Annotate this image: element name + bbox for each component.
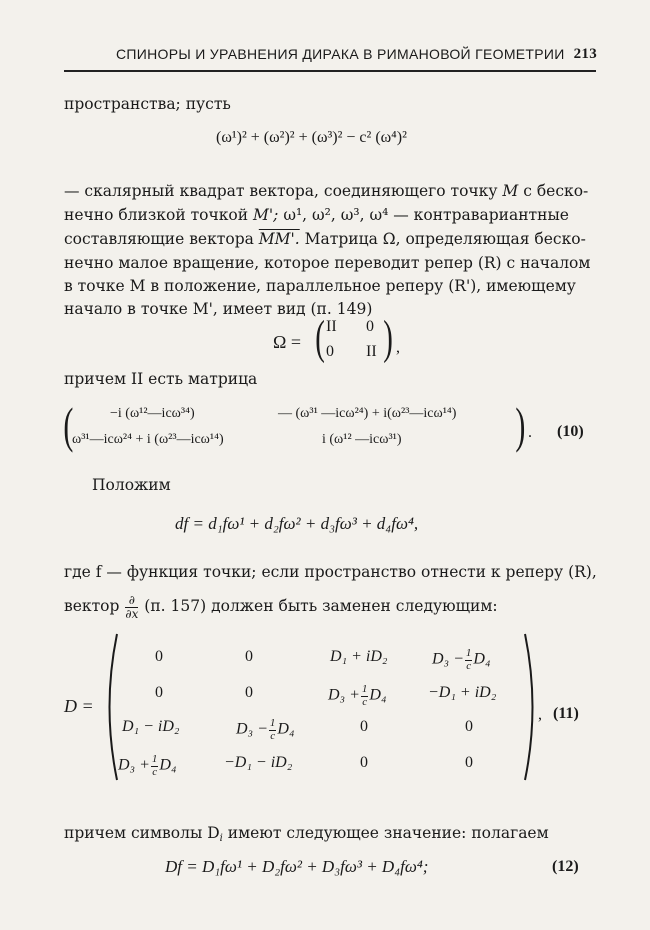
text-line: составляющие вектора MM'. Матрица Ω, определяющая беско- — [64, 230, 586, 248]
text-line: нечно близкой точкой M'; ω¹, ω², ω³, ω⁴ — контравариантные — [64, 206, 569, 224]
text-line: нечно малое вращение, которое переводит репер (R) с началом — [64, 254, 591, 272]
left-paren — [100, 632, 120, 782]
running-head-title: СПИНОРЫ И УРАВНЕНИЯ ДИРАКА В РИМАНОВОЙ ГЕОМЕТРИИ — [116, 46, 565, 62]
text-line: где f — функция точки; если пространство отнести к реперу (R), — [64, 563, 597, 581]
text-line: — скалярный квадрат вектора, соединяющего точку M с беско- — [64, 182, 589, 200]
matrix-cell: D₁ + iD₂ — [330, 648, 388, 665]
matrix-cell: i (ω¹² —icω³¹) — [322, 432, 402, 447]
matrix-cell: 0 — [465, 718, 473, 735]
matrix-cell: −i (ω¹²—icω³⁴) — [110, 406, 195, 421]
matrix-cell: II — [326, 318, 337, 335]
text-line: пространства; пусть — [64, 95, 231, 113]
equation-number: (12) — [552, 858, 579, 875]
matrix-cell: −D₁ − iD₂ — [224, 754, 293, 771]
matrix-cell: 0 — [360, 754, 368, 771]
equation-Df: Df = D₁fω¹ + D₂fω² + D₃fω³ + D₄fω⁴; — [165, 857, 429, 876]
book-page: СПИНОРЫ И УРАВНЕНИЯ ДИРАКА В РИМАНОВОЙ ГЕОМЕТРИИ 213 пространства; пусть (ω¹)² + (ω²)² + (ω³)² − c² (ω⁴)² — скалярный квадрат вектора, соединяющего точку M с беско- нечно близкой точкой M'; ω¹, ω², ω³, ω⁴ — контравариантные составляющие вектора MM'. Матрица Ω, определяющая беско- нечно малое вращение, которое переводит репер (R) с началом в точке M в положение, параллельное реперу (R'), имеющему начало в точке M', имеет вид (п. 149) Ω = ( II 0 0 II ) , причем II есть матрица ( −i (ω¹²—icω³⁴) — (ω³¹ —icω²⁴) + i(ω²³—icω¹⁴) ω³¹—icω²⁴ + i (ω²³—icω¹⁴) i (ω¹² —icω³¹) ) . (10) Положим df = d₁fω¹ + d₂fω² + d₃fω³ + d₄fω⁴, где f — функция точки; если пространство отнести к реперу (R), вектор $\frac{\partial}{\partial x}$ (п. 157) должен быть заменен следующим: D = 0 0 D₁ + iD₂ D₃ − $\frac{1}{c}$ D₄ 0 0 D₃ + $\frac{1}{c}$ D₄ −D₁ + iD₂ D₁ − iD₂ D₃ − $\frac{1}{c}$ D₄ 0 0 D₃ + $\frac{1}{c}$ D₄ −D₁ − iD₂ 0 0 , (11) причем символы $D_i$ имеют следующее значение: полагаем Df = D₁fω¹ + D₂fω² + D₃fω³ + D₄fω⁴; (12) — [63, 46, 597, 876]
header-rule — [64, 70, 596, 72]
matrix-cell: 0 — [366, 318, 374, 335]
text-line: вектор $\frac{\partial}{\partial x}$ (п. 157) должен быть заменен следующим: — [64, 593, 498, 621]
matrix-cell: 0 — [326, 343, 334, 360]
matrix-cell: D₃ + $\frac{1}{c}$ D₄ — [118, 753, 177, 778]
text-line: в точке M в положение, параллельное реперу (R'), имеющему — [64, 277, 576, 295]
equation-metric: (ω¹)² + (ω²)² + (ω³)² − c² (ω⁴)² — [216, 129, 407, 146]
text-line: причем II есть матрица — [64, 370, 258, 388]
matrix-cell: ω³¹—icω²⁴ + i (ω²³—icω¹⁴) — [72, 432, 224, 447]
text-line: начало в точке M', имеет вид (п. 149) — [64, 300, 373, 318]
equation-number: (11) — [553, 705, 579, 722]
matrix-cell: D₃ + $\frac{1}{c}$ D₄ — [328, 683, 387, 708]
matrix-cell: D₃ − $\frac{1}{c}$ D₄ — [236, 717, 295, 742]
text-line: причем символы $D_i$ имеют следующее значение: полагаем — [64, 824, 549, 844]
matrix-cell: 0 — [360, 718, 368, 735]
matrix-cell: −D₁ + iD₂ — [428, 684, 497, 701]
matrix-cell: D₁ − iD₂ — [122, 718, 180, 735]
text-line: Положим — [92, 476, 171, 494]
matrix-cell: 0 — [465, 754, 473, 771]
matrix-cell: 0 — [155, 684, 163, 701]
matrix-cell: 0 — [155, 648, 163, 665]
equation-number: (10) — [557, 423, 584, 440]
matrix-cell: 0 — [245, 648, 253, 665]
matrix-cell: II — [366, 343, 377, 360]
page-number: 213 — [573, 46, 597, 62]
matrix-cell: D₃ − $\frac{1}{c}$ D₄ — [432, 647, 491, 672]
equation-df: df = d₁fω¹ + d₂fω² + d₃fω³ + d₄fω⁴, — [175, 514, 419, 533]
matrix-cell: — (ω³¹ —icω²⁴) + i(ω²³—icω¹⁴) — [278, 406, 457, 421]
matrix-cell: 0 — [245, 684, 253, 701]
